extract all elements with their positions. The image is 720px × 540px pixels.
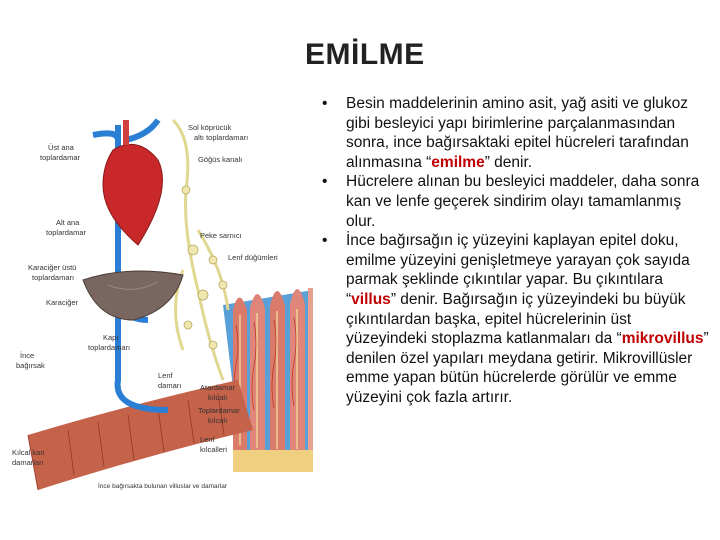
bullet-dot: •	[322, 95, 328, 112]
label-kapi-2: toplardamarı	[88, 343, 131, 352]
label-atardamar-kilcali-2: kılcalı	[208, 393, 228, 402]
label-ust-ana-2: toplardamar	[40, 153, 81, 162]
label-karaciger-ustu: Karaciğer üstü	[28, 263, 77, 272]
label-ince: İnce	[20, 351, 35, 360]
highlight-mikrovillus: mikrovillus	[621, 330, 704, 348]
label-atardamar-kilcali: Atardamar	[200, 383, 236, 392]
label-kilcal-kan: Kılcal kan	[12, 448, 45, 457]
highlight-villus: villus	[351, 290, 391, 308]
label-bagirsak: bağırsak	[16, 361, 45, 370]
label-karaciger-ustu-2: toplardamarı	[32, 273, 75, 282]
label-toplardamar-kilcali-2: kılcalı	[208, 416, 228, 425]
figure-caption: İnce bağırsakta bulunan villuslar ve damarlar	[98, 483, 227, 490]
label-alt-ana-2: toplardamar	[46, 228, 87, 237]
bullet-text: Besin maddelerinin amino asit, yağ asiti ve glukoz gibi besleyici yapı birimlerine parçalanmasından sonra, ince bağırsaktaki epitel hücreleri tarafından alınmasına “emilme” denir.	[346, 95, 689, 171]
bullet-dot: •	[322, 173, 328, 191]
highlight-emilme: emilme	[431, 153, 485, 171]
label-toplardamar-kilcali: Toplardamar	[198, 406, 240, 415]
label-sol-koprucuk-2: altı toplardamarı	[194, 133, 249, 142]
villi-cross-section	[223, 288, 313, 472]
label-lenf-damari-2: damarı	[158, 381, 182, 390]
label-peke-sarnici: Peke sarnıcı	[200, 231, 242, 240]
liver-illustration	[83, 271, 183, 320]
bullet-item	[318, 231, 710, 407]
page-title: EMİLME	[305, 38, 425, 71]
lymphatic-circulation-figure	[8, 110, 313, 500]
label-karaciger: Karaciğer	[46, 298, 79, 307]
label-kilcal-kan-2: damarları	[12, 458, 44, 467]
bullet-text: İnce bağırsağın iç yüzeyini kaplayan epitel doku, emilme yüzeyini genişletmeye yarayan çok sayıda parmak şeklinde çıkıntılar yapar. Bu çıkıntılara “villus” denir. Bağırsağın iç yüzeyindeki bu büyük çıkıntılardan başka, epitel hücrelerinin üst yüzeyindeki stoplazma katlanmaları da “mikrovillus” denilen özel yapıları meydana getirir. Mikrovillüsler emme yapan bütün hücrelerde görülür ve emme yüzeyini çok fazla artırır.	[346, 232, 709, 406]
figure-illustration	[8, 110, 313, 500]
content-bullets	[318, 94, 710, 408]
bullet-text: Hücrelere alınan bu besleyici maddeler, daha sonra kan ve lenfe geçerek sindirim olayı tamamlanmış olur.	[346, 173, 700, 230]
label-lenf-dugumleri: Lenf düğümleri	[228, 253, 278, 262]
label-lenf-damari: Lenf	[158, 371, 173, 380]
label-ust-ana: Üst ana	[48, 143, 74, 152]
label-lenf-kilcalleri: Lenf	[200, 435, 215, 444]
label-kapi: Kapı	[103, 333, 119, 342]
label-lenf-kilcalleri-2: kılcalleri	[200, 445, 228, 454]
label-sol-koprucuk: Sol köprücük	[188, 123, 232, 132]
label-alt-ana: Alt ana	[56, 218, 80, 227]
label-gogus-kanali: Göğüs kanalı	[198, 155, 243, 164]
bullet-item	[318, 172, 710, 231]
bullet-dot: •	[322, 232, 328, 250]
bullet-item	[318, 94, 710, 172]
